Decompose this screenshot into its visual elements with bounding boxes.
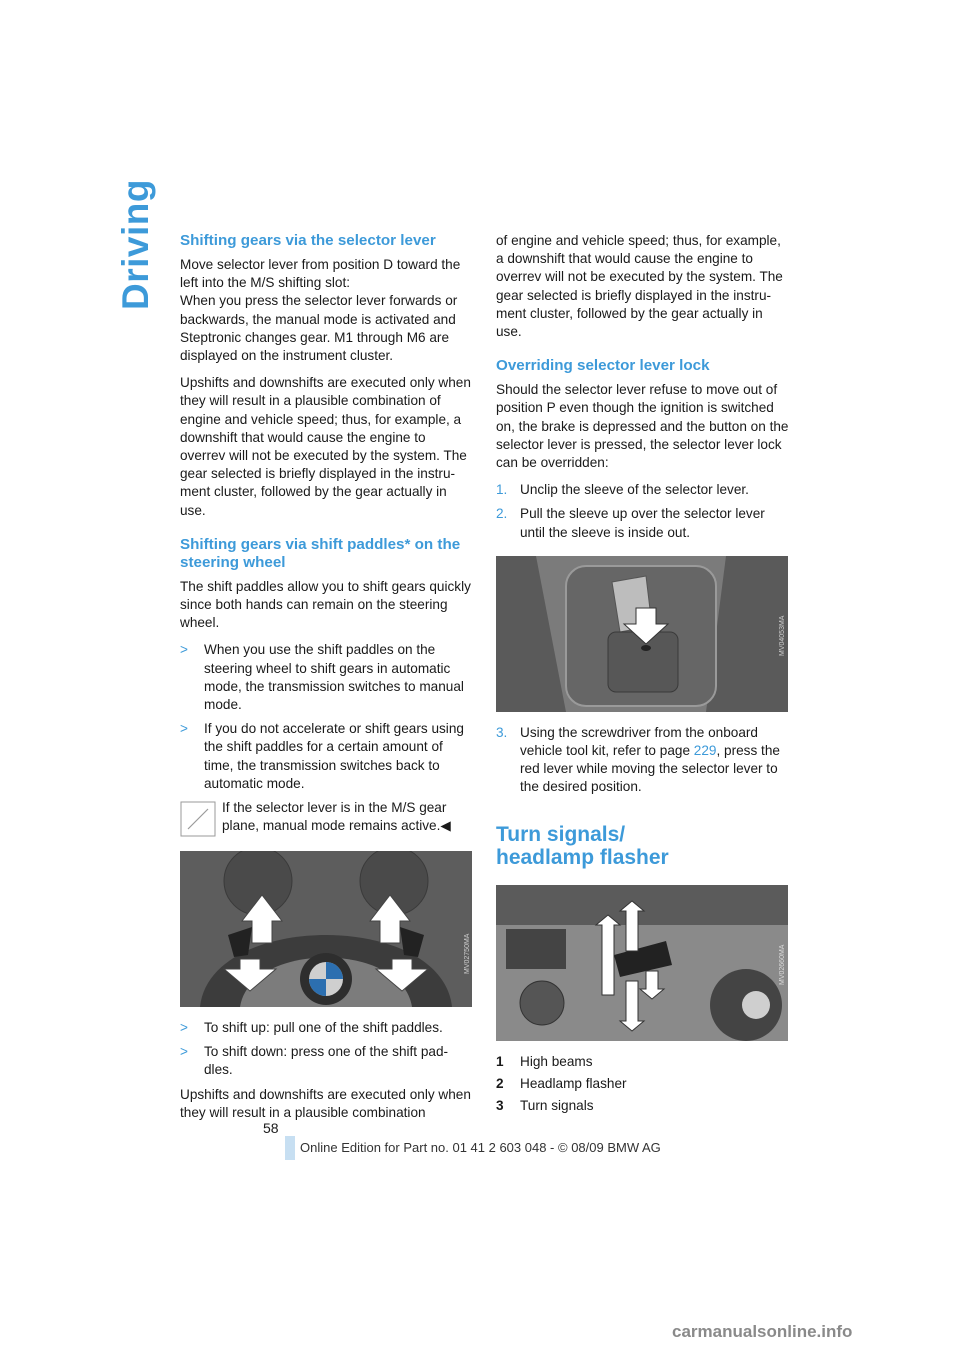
legend-key: 1 (496, 1053, 504, 1069)
section-title: Driving (115, 179, 156, 310)
legend-item (496, 1075, 790, 1093)
paragraph: The shift paddles allow you to shift gears quickly since both hands can remain on the steering wheel. (180, 578, 471, 631)
step-text (520, 724, 790, 797)
bullet-marker: > (180, 642, 188, 658)
list-item-text: To shift up: pull one of the shift paddles. (204, 1020, 443, 1036)
bullet-marker: > (180, 1020, 188, 1036)
paragraph: Upshifts and downshifts are executed only when they will result in a plausible combination (180, 1086, 471, 1120)
footer-accent-bar (285, 1136, 295, 1160)
figure-code: MV02750MA (464, 933, 471, 974)
right-column (496, 232, 790, 1119)
turn-signal-figure (496, 885, 788, 1041)
note-body: If the selector lever is in the M/S gear plane, manual mode remains active. (222, 800, 447, 834)
steering-wheel-illustration (180, 851, 472, 1007)
legend-item (496, 1053, 790, 1071)
step-item (496, 724, 790, 797)
text: Move selector lever from position D toward the left into the M/S shifting slot: (180, 257, 461, 291)
step-text-part: , press the red lever while moving the selector lever to the desired position. (520, 743, 780, 795)
turn-signal-illustration (496, 885, 788, 1041)
footer-text: Online Edition for Part no. 01 41 2 603 048 - © 08/09 BMW AG (300, 1140, 661, 1155)
selector-lever-figure (496, 556, 788, 712)
watermark: carmanualsonline.info (672, 1322, 853, 1341)
note-block (180, 799, 472, 837)
heading-turn-signals: Turn signals/ headlamp flasher (496, 822, 669, 869)
list-item-text: When you use the shift paddles on the steering wheel to shift gears in automatic mode, the transmission switches to manual mode. (204, 642, 464, 713)
heading-selector-lever: Shifting gears via the selector lever (180, 232, 436, 249)
paragraph: Upshifts and downshifts are executed only when they will result in a plausible combination of engine and vehicle speed; thus, for example, a downshift that would cause the engine to overrev will not be executed by the system. The gear selected is briefly displayed in the instru-ment cluster, followed by the gear actually in use. (180, 375, 471, 518)
heading-shift-paddles: Shifting gears via shift paddles* on the steering wheel (180, 535, 461, 571)
figure-code: MV04053MA (779, 615, 786, 656)
paragraph (180, 256, 472, 292)
step-text-part: Using the screwdriver from the onboard vehicle tool kit, refer to page (520, 724, 758, 759)
figure-code-fig1 (462, 930, 472, 976)
legend-text: High beams (520, 1053, 593, 1069)
heading-override-lock: Overriding selector lever lock (496, 357, 710, 375)
list-item (180, 1019, 472, 1037)
paragraph: of engine and vehicle speed; thus, for example, a downshift that would cause the engine to overrev will not be executed by the system. The gear selected is briefly displayed in the instru-ment cluster, followed by the gear actually in use. (496, 233, 783, 340)
bullet-marker: > (180, 721, 188, 737)
legend-key: 3 (496, 1098, 504, 1114)
left-column (180, 232, 472, 1131)
legend-text: Headlamp flasher (520, 1075, 627, 1091)
paragraph: Should the selector lever refuse to move out of position P even though the ignition is switched on, the brake is depressed and the button on the selector lever is pressed, the selector lever lock can be overridden: (496, 382, 789, 471)
list-item-text: To shift down: press one of the shift pad-dles. (204, 1044, 449, 1078)
step-number: 3. (496, 724, 508, 740)
bullet-marker: > (180, 1044, 188, 1060)
paragraph: When you press the selector lever forwards or backwards, the manual mode is activated and Steptronic changes gear. M1 through M6 are displayed on the instrument cluster. (180, 293, 458, 364)
page-number: 58 (263, 1120, 279, 1136)
note-icon (180, 801, 216, 837)
step-text: Unclip the sleeve of the selector lever. (520, 482, 749, 498)
step-item (496, 481, 790, 499)
legend-key: 2 (496, 1075, 504, 1091)
steering-wheel-figure (180, 851, 472, 1007)
step-item (496, 505, 790, 541)
step-number: 1. (496, 482, 508, 498)
list-item (180, 1043, 472, 1079)
list-item (180, 641, 472, 714)
step-text: Pull the sleeve up over the selector lever until the sleeve is inside out. (520, 506, 765, 540)
page-link[interactable]: 229 (693, 743, 717, 759)
list-item (180, 720, 472, 793)
step-number: 2. (496, 506, 508, 522)
selector-lever-illustration (496, 556, 788, 712)
list-item-text: If you do not accelerate or shift gears using the shift paddles for a certain amount of time, the transmission switches back to automatic mode. (204, 721, 464, 791)
legend-item (496, 1097, 790, 1115)
note-text (222, 799, 472, 837)
legend-text: Turn signals (520, 1098, 594, 1114)
end-marker: ◀ (440, 818, 451, 834)
figure-code: MV02660MA (779, 944, 786, 985)
